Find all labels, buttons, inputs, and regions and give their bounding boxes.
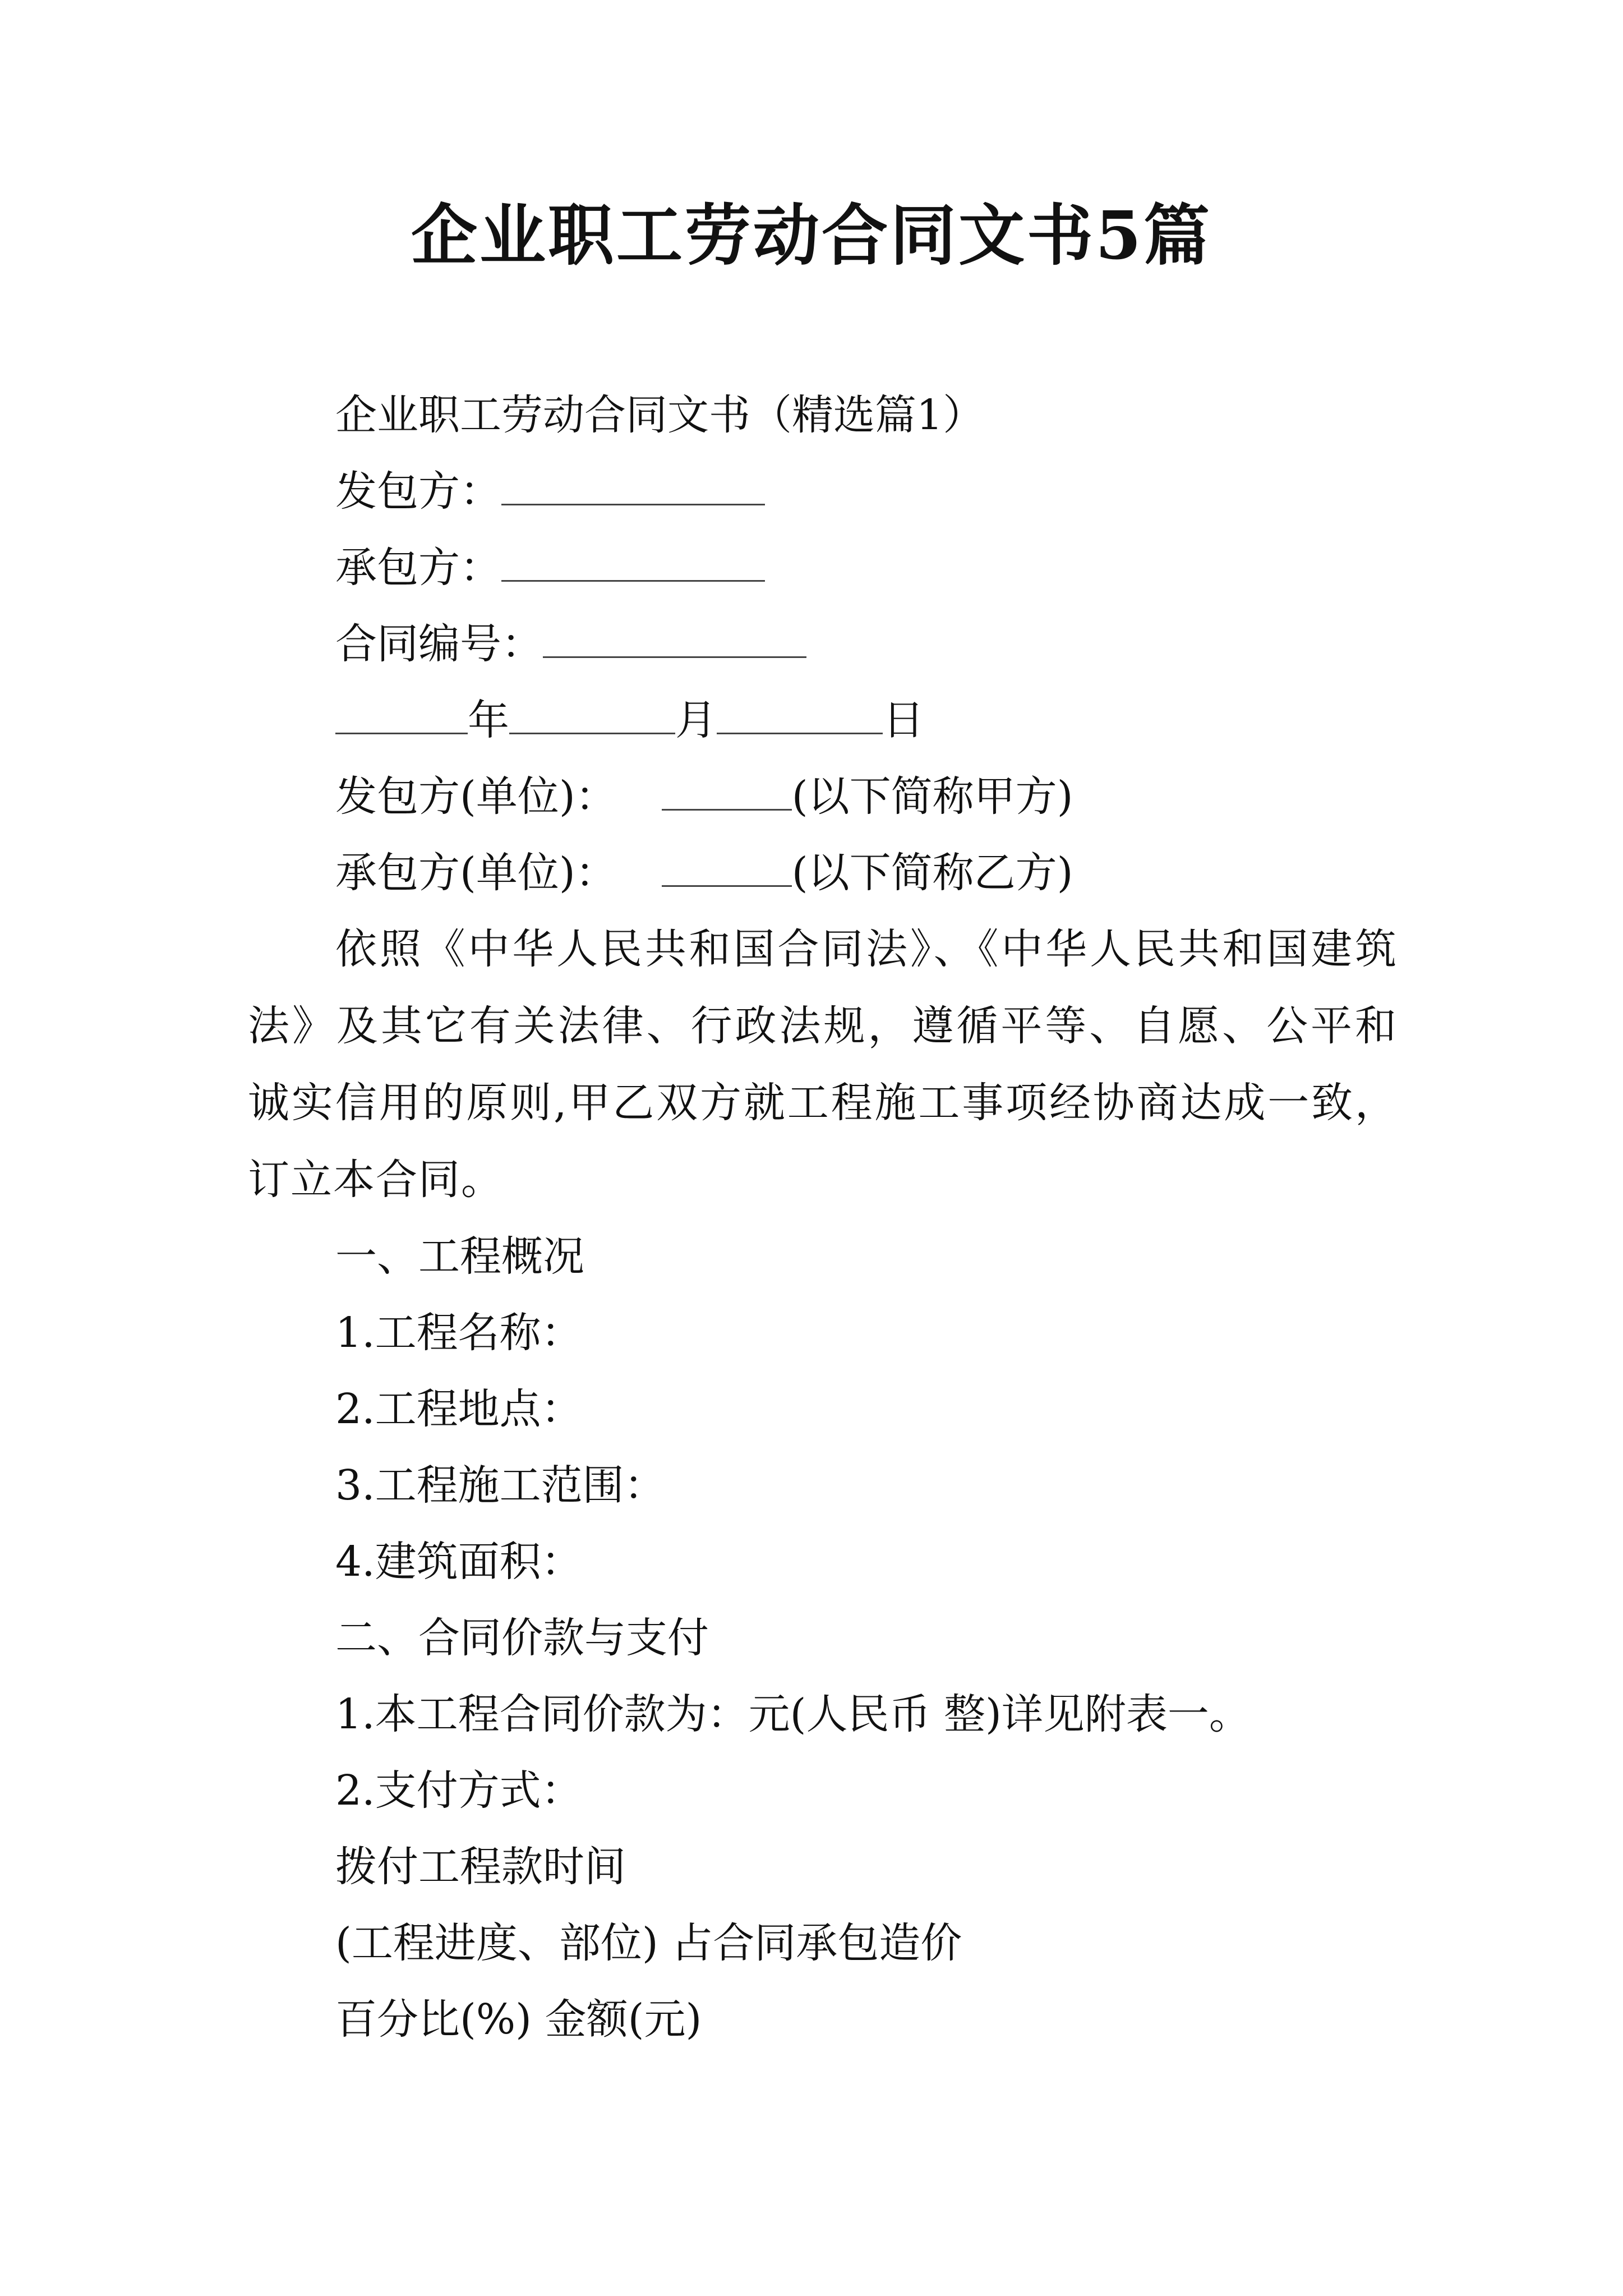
party-a-label: 发包方： [335, 467, 501, 516]
intro-paragraph: 依照《中华人民共和国合同法》、《中华人民共和国建筑法》及其它有关法律、行政法规，遵循平等、自愿、公平和诚实信用的原则,甲乙双方就工程施工事项经协商达成一致，订立本合同。 [248, 925, 1398, 1204]
section-1-item-4: 4.建筑面积： [335, 1538, 583, 1586]
section-1-heading: 一、工程概况 [335, 1232, 584, 1281]
section-subtitle: 企业职工劳动合同文书（精选篇1） [335, 391, 985, 439]
payment-table-header-3: 百分比(%) 金额(元) [335, 1995, 702, 2044]
document-title: 企业职工劳动合同文书5篇 [411, 196, 1212, 274]
contract-number-blank [543, 617, 806, 658]
party-a-blank [501, 464, 765, 505]
party-a-unit-label: 发包方(单位)： [335, 772, 617, 821]
party-a-unit-field [335, 769, 1073, 825]
day-blank [717, 693, 883, 734]
party-a-unit-blank [662, 770, 792, 811]
party-b-unit-blank [662, 846, 792, 887]
party-b-field [335, 540, 765, 596]
party-b-unit-label: 承包方(单位)： [335, 849, 617, 897]
month-label: 月 [675, 696, 717, 744]
date-field [335, 692, 924, 748]
year-label: 年 [468, 696, 509, 744]
section-2-item-2: 2.支付方式： [335, 1766, 583, 1815]
month-blank [509, 693, 675, 734]
contract-number-label: 合同编号： [335, 620, 543, 668]
party-b-unit-suffix: (以下简称乙方) [791, 849, 1073, 897]
party-a-field [335, 463, 765, 519]
section-2-item-1: 1.本工程合同价款为：元(人民币 整)详见附表一。 [335, 1690, 1251, 1738]
payment-table-header-2: (工程进度、部位) 占合同承包造价 [335, 1919, 962, 1967]
party-b-label: 承包方： [335, 544, 501, 592]
section-1-item-1: 1.工程名称： [335, 1309, 583, 1357]
section-2-heading: 二、合同价款与支付 [335, 1614, 709, 1662]
party-b-unit-field [335, 845, 1073, 901]
year-blank [335, 693, 468, 734]
party-a-unit-suffix: (以下简称甲方) [791, 772, 1073, 821]
payment-table-header-1: 拨付工程款时间 [335, 1843, 626, 1891]
party-b-blank [501, 541, 765, 582]
section-1-item-2: 2.工程地点： [335, 1385, 583, 1433]
section-1-item-3: 3.工程施工范围： [335, 1461, 666, 1510]
contract-number-field [335, 616, 806, 672]
day-label: 日 [883, 696, 924, 744]
